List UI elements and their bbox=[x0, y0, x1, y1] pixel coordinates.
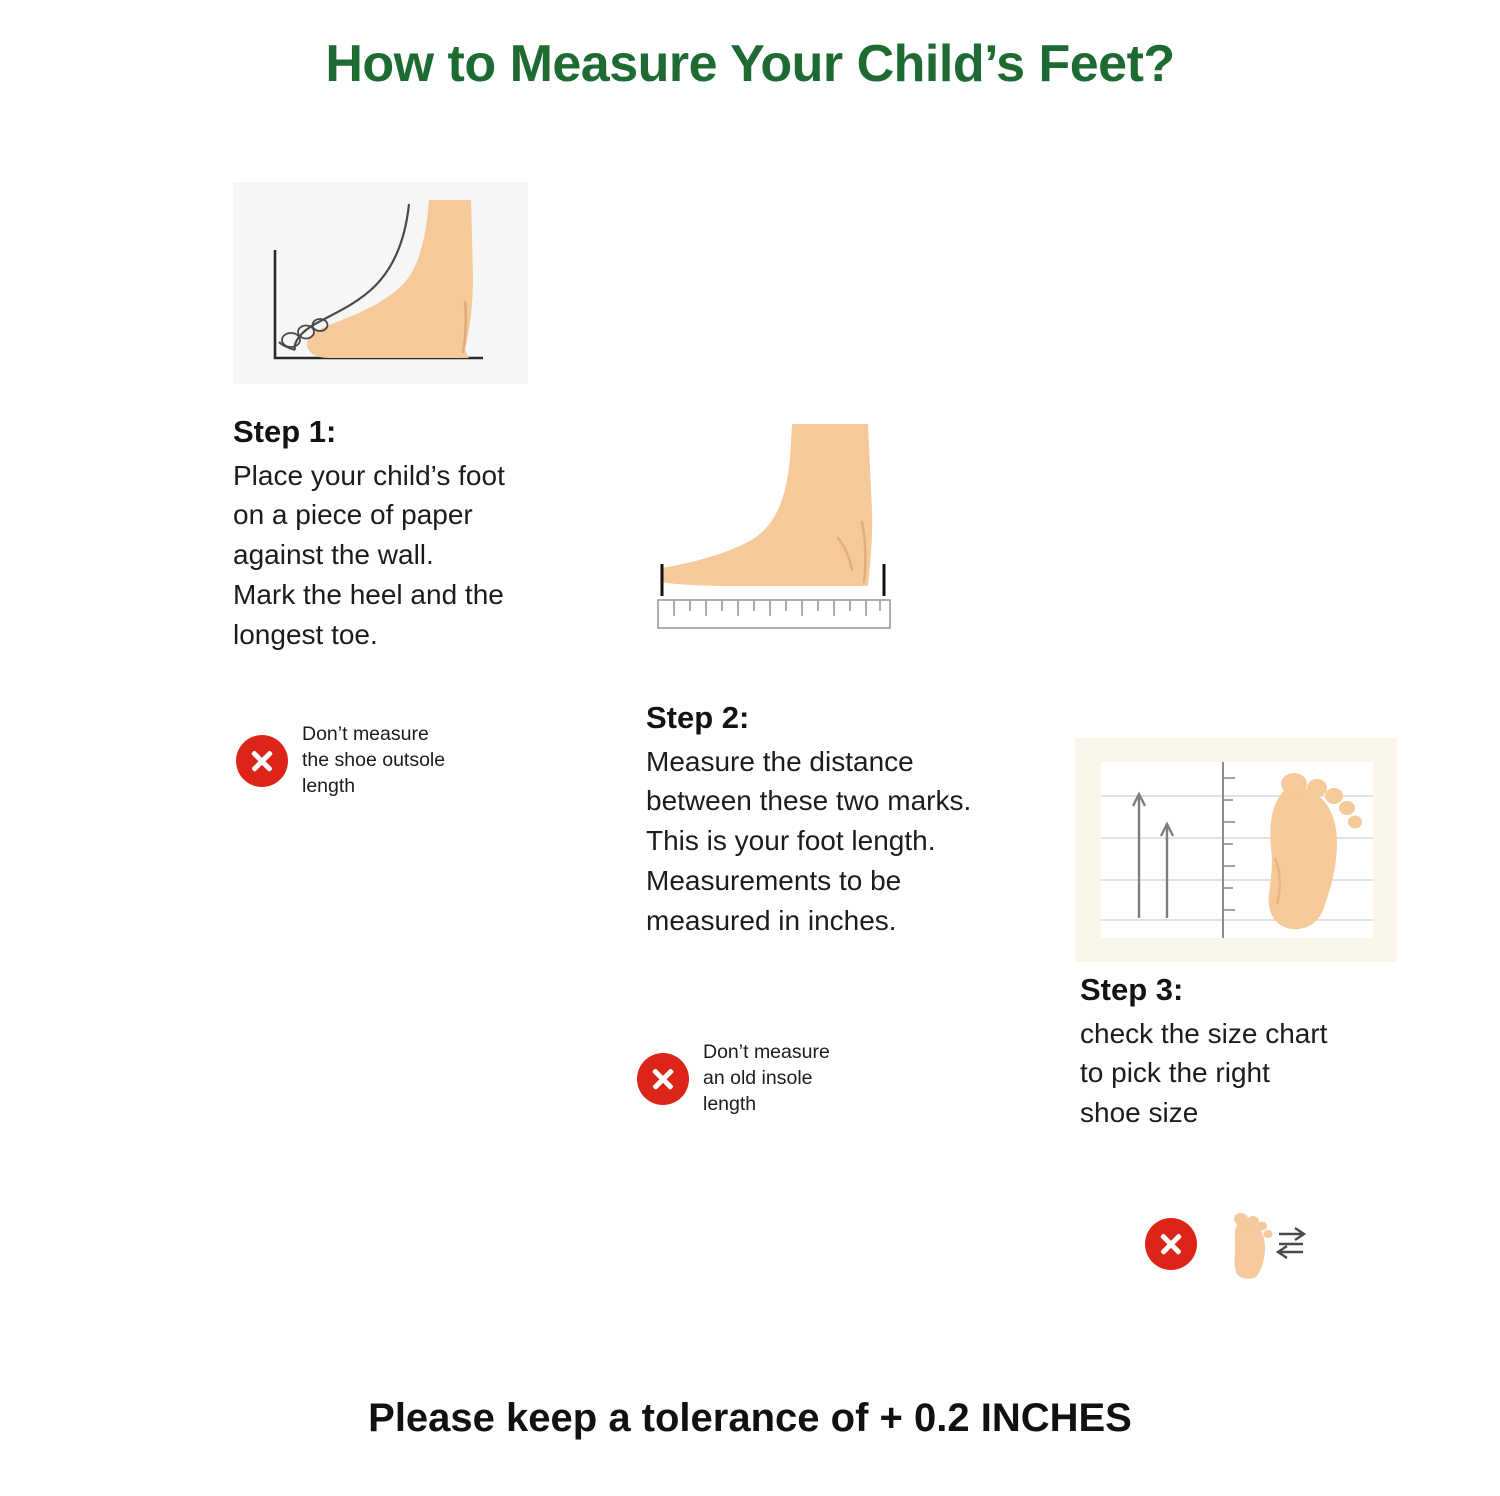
step3-body-line-2: to pick the right bbox=[1080, 1057, 1270, 1089]
arrows-icon bbox=[1278, 1228, 1304, 1258]
step2-warning-line-1: Don’t measure bbox=[703, 1041, 830, 1063]
step1-body-line-1: Place your child’s foot bbox=[233, 459, 505, 491]
red-x-icon bbox=[637, 1053, 689, 1105]
step1-body-line-5: longest toe. bbox=[233, 618, 378, 650]
step2-text-block bbox=[646, 700, 1086, 940]
step2-body-line-3: This is your foot length. bbox=[646, 825, 936, 857]
foot-sole-size-chart-illustration bbox=[1075, 738, 1397, 962]
step1-illustration bbox=[233, 182, 528, 384]
step1-body-line-2: on a piece of paper bbox=[233, 499, 473, 531]
step1-body bbox=[233, 456, 563, 655]
step3-body bbox=[1080, 1014, 1420, 1133]
step3-text-block bbox=[1080, 972, 1420, 1133]
step1-warning-line-2: the shoe outsole bbox=[302, 748, 446, 771]
step3-warning bbox=[1145, 1208, 1445, 1280]
tolerance-note: Please keep a tolerance of + 0.2 INCHES bbox=[368, 1396, 1132, 1440]
step2-warning-line-3: length bbox=[703, 1092, 757, 1115]
foot-on-ruler-illustration bbox=[640, 418, 940, 663]
step3-body-line-1: check the size chart bbox=[1080, 1017, 1328, 1049]
step2-warning-line-2: an old insole bbox=[703, 1066, 813, 1089]
step2-body-line-2: between these two marks. bbox=[646, 785, 972, 817]
foot-against-wall-illustration bbox=[233, 182, 528, 384]
step1-body-line-4: Mark the heel and the bbox=[233, 578, 504, 610]
step1-warning bbox=[236, 722, 566, 800]
page-title: How to Measure Your Child’s Feet? bbox=[325, 35, 1175, 93]
step2-illustration bbox=[640, 418, 940, 663]
step1-heading: Step 1: bbox=[233, 414, 337, 449]
step3-body-line-3: shoe size bbox=[1080, 1097, 1199, 1129]
step2-body-line-1: Measure the distance bbox=[646, 745, 914, 777]
step2-heading: Step 2: bbox=[646, 700, 750, 735]
step3-illustration bbox=[1075, 738, 1397, 962]
red-x-icon bbox=[236, 735, 288, 787]
step2-body-line-5: measured in inches. bbox=[646, 904, 897, 936]
red-x-icon bbox=[1145, 1218, 1197, 1270]
step2-body-line-4: Measurements to be bbox=[646, 864, 902, 896]
foot-sole-icon bbox=[1211, 1208, 1321, 1280]
step1-warning-line-3: length bbox=[302, 774, 356, 797]
step3-heading: Step 3: bbox=[1080, 972, 1184, 1007]
step1-warning-text bbox=[302, 722, 445, 800]
step1-text-block bbox=[233, 414, 563, 654]
step2-body bbox=[646, 742, 1086, 941]
step2-warning bbox=[637, 1040, 1037, 1118]
step1-warning-line-1: Don’t measure bbox=[302, 723, 429, 745]
step2-warning-text bbox=[703, 1040, 830, 1118]
step1-body-line-3: against the wall. bbox=[233, 539, 434, 571]
